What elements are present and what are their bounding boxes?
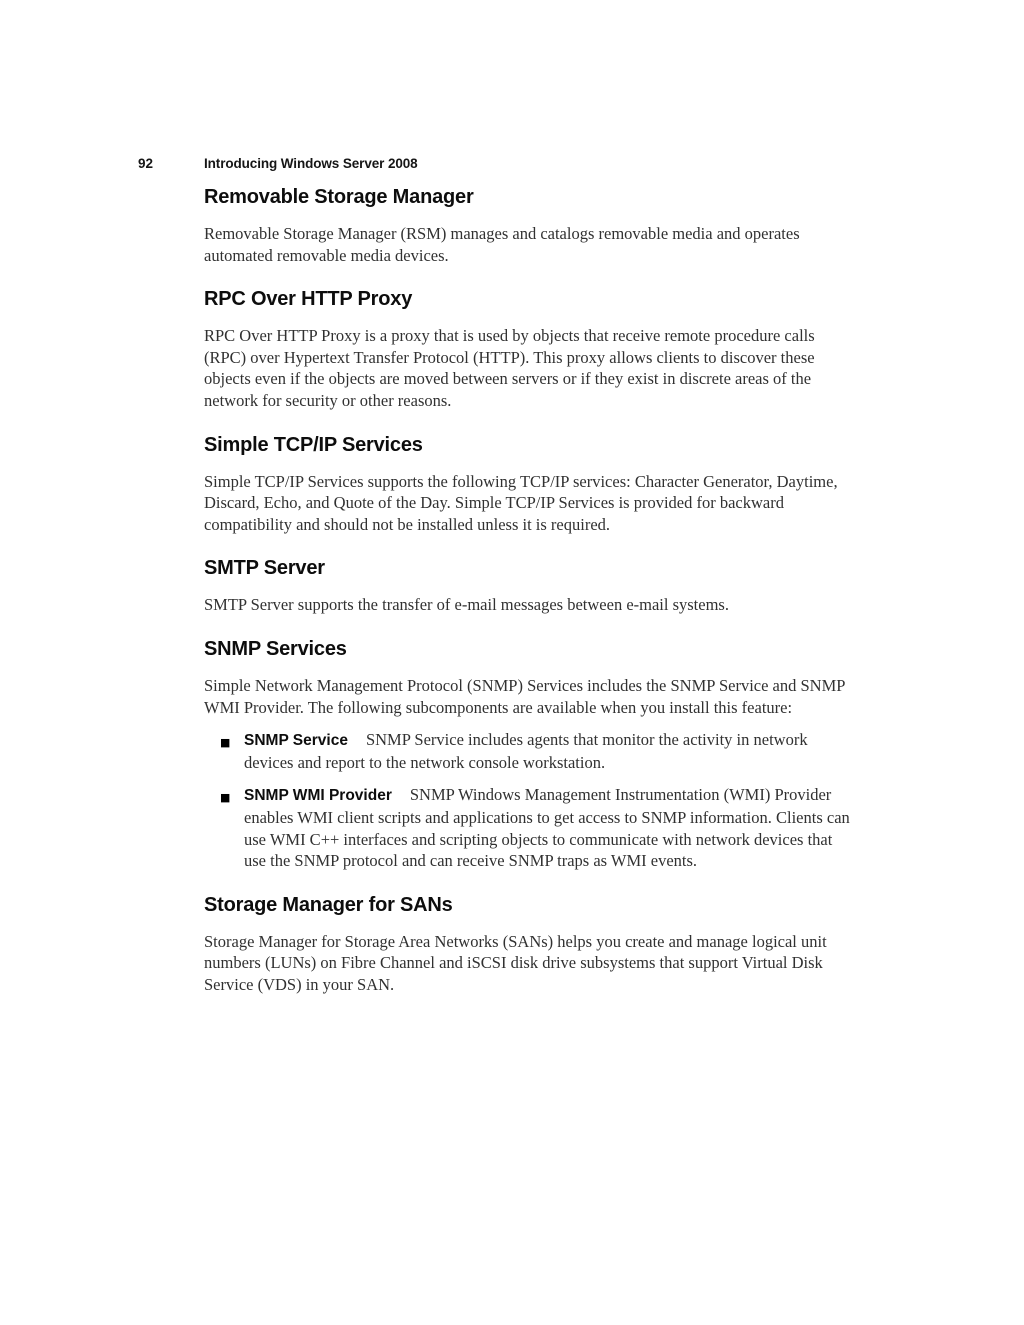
section-paragraph: RPC Over HTTP Proxy is a proxy that is used by objects that receive remote procedure calls (RPC) over Hypertext Transfer Protocol (HTTP). This proxy allows clients to discover these objects even if the objects are moved between servers or if they exist in discrete areas of the network for security or other reasons. [204, 326, 815, 410]
section-heading: SMTP Server [204, 557, 325, 580]
section-paragraph: Storage Manager for Storage Area Networks (SANs) helps you create and manage logical unit numbers (LUNs) on Fibre Channel and iSCSI disk drive subsystems that support Virtual Disk Service (VDS) in your SAN. [204, 931, 827, 994]
section-paragraph: Removable Storage Manager (RSM) manages and catalogs removable media and operates automated removable media devices. [204, 224, 800, 265]
list-item-label: SNMP WMI Provider [244, 787, 392, 805]
section-paragraph: Simple Network Management Protocol (SNMP) Services includes the SNMP Service and SNMP WMI Provider. The following subcomponents are available when you install this feature: [204, 675, 845, 717]
section-snmp-services [204, 636, 856, 872]
section-paragraph: SMTP Server supports the transfer of e-mail messages between e-mail systems. [204, 595, 729, 615]
running-header [138, 156, 858, 176]
section-heading: Removable Storage Manager [204, 186, 474, 208]
page-number: 92 [138, 156, 154, 171]
section-paragraph: Simple TCP/IP Services supports the following TCP/IP services: Character Generator, Daytime, Discard, Echo, and Quote of the Day. Simple TCP/IP Services is provided for backward compatibility and should not be installed unless it is required. [204, 471, 838, 534]
list-item [204, 784, 856, 871]
section-rpc-over-http-proxy [204, 286, 856, 411]
section-heading: Simple TCP/IP Services [204, 433, 423, 456]
section-smtp-server [204, 555, 856, 616]
bullet-square-icon: ■ [220, 736, 231, 750]
page-content [204, 184, 856, 995]
list-item-text: SNMP Windows Management Instrumentation (WMI) Provider enables WMI client scripts and applications to get access to SNMP information. Clients can use WMI C++ interfaces and scripting objects to communicate with network devices that use the SNMP protocol and can receive SNMP traps as WMI events. [244, 785, 850, 871]
bullet-square-icon: ■ [220, 791, 231, 805]
section-heading: Storage Manager for SANs [204, 893, 453, 916]
running-title: Introducing Windows Server 2008 [204, 156, 418, 171]
section-simple-tcpip-services [204, 432, 856, 536]
list-item-label: SNMP Service [244, 732, 348, 750]
section-heading: SNMP Services [204, 637, 347, 660]
list-item-text: SNMP Service includes agents that monitor the activity in network devices and report to the network console workstation. [244, 730, 808, 772]
snmp-subcomponent-list [204, 729, 856, 872]
section-heading: RPC Over HTTP Proxy [204, 288, 413, 311]
section-storage-manager-for-sans [204, 892, 856, 996]
list-item [204, 729, 856, 773]
section-removable-storage-manager [204, 184, 856, 266]
